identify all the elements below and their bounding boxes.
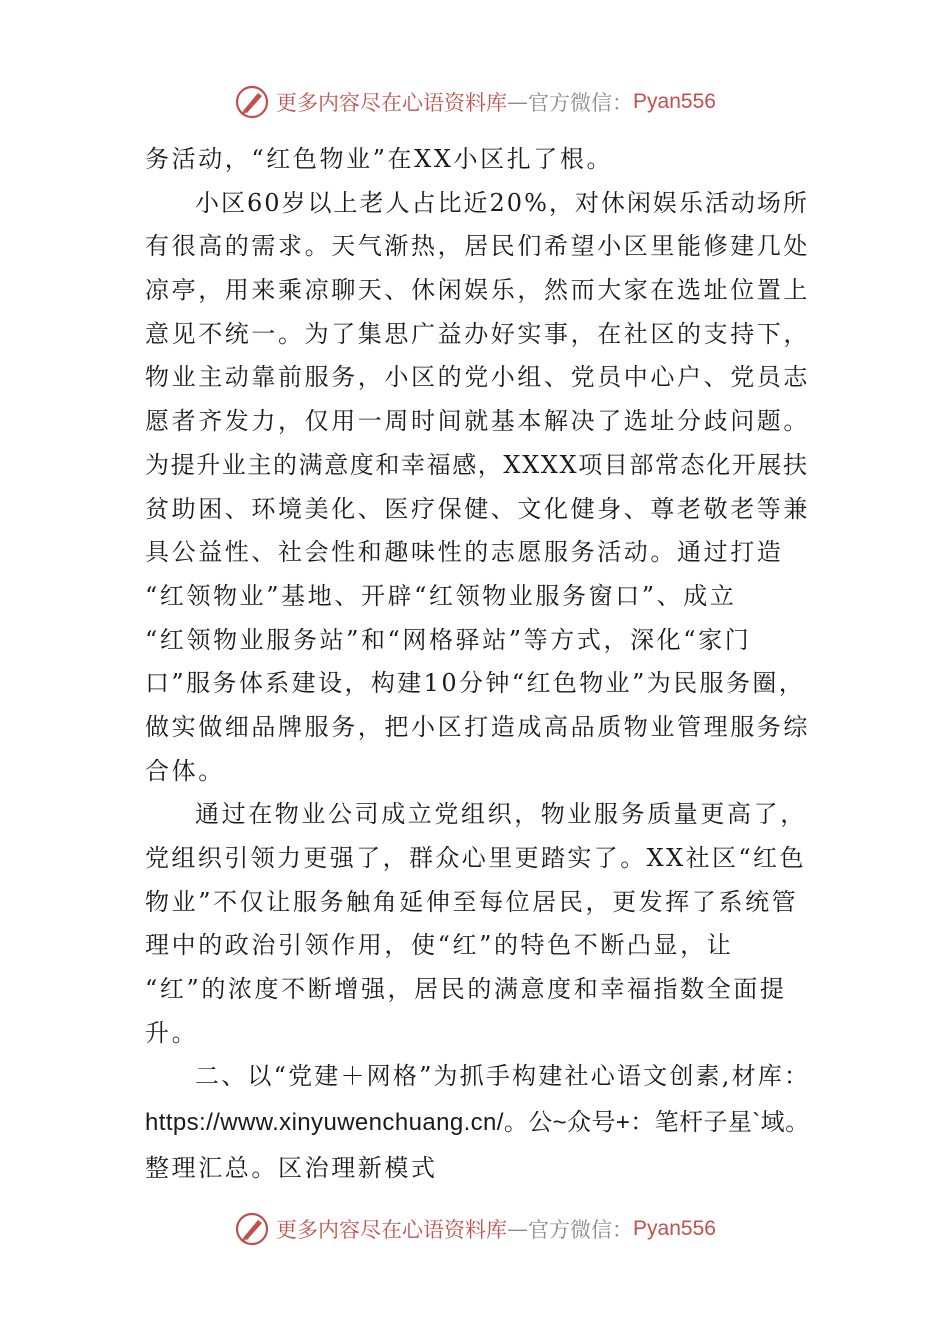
text-line: 合体。	[145, 756, 225, 785]
watermark-dash: —	[507, 1217, 529, 1241]
document-body	[145, 138, 810, 1191]
footer-watermark	[0, 1209, 950, 1249]
text-line: 整理汇总。区治理新模式	[145, 1154, 438, 1183]
text-line: 升。	[145, 1018, 199, 1047]
text-line: 贫助困、环境美化、医疗保健、文化健身、尊老敬老等兼	[145, 494, 810, 523]
text-line: 做实做细品牌服务，把小区打造成高品质物业管理服务综	[145, 712, 810, 741]
watermark-dash: —	[507, 90, 529, 114]
text-line: 愿者齐发力，仅用一周时间就基本解决了选址分歧问题。	[145, 407, 810, 436]
text-line: 小区60岁以上老人占比近20%，对休闲娱乐活动场所	[195, 188, 809, 217]
url-line: https://www.xinyuwenchuang.cn/。公~众号+：笔杆子星`域。	[145, 1109, 810, 1137]
text-line: 党组织引领力更强了，群众心里更踏实了。XX社区“红色	[145, 844, 806, 872]
text-line: 通过在物业公司成立党组织，物业服务质量更高了，	[195, 800, 807, 829]
watermark-wechat-id: Pyan556	[633, 1217, 716, 1240]
text-line: 口”服务体系建设，构建10分钟“红色物业”为民服务圈，	[145, 669, 806, 698]
text-line: “红领物业服务站”和“网格驿站”等方式，深化“家门	[145, 625, 752, 654]
watermark-wechat-id: Pyan556	[633, 90, 716, 113]
header-watermark	[0, 82, 950, 122]
watermark-site-text: 更多内容尽在心语资料库	[276, 91, 508, 115]
text-line: 意见不统一。为了集思广益办好实事，在社区的支持下，	[145, 319, 810, 348]
text-line: 具公益性、社会性和趣味性的志愿服务活动。通过打造	[145, 538, 784, 567]
pen-logo-icon	[234, 84, 270, 120]
text-line: “红领物业”基地、开辟“红领物业服务窗口”、成立	[145, 581, 737, 610]
watermark-wechat-label: 官方微信：	[528, 1218, 634, 1242]
text-line: 凉亭，用来乘凉聊天、休闲娱乐，然而大家在选址位置上	[145, 276, 810, 305]
text-line: 物业”不仅让服务触角延伸至每位居民，更发挥了系统管	[145, 887, 799, 916]
pen-logo-icon	[234, 1211, 270, 1247]
text-line: 物业主动靠前服务，小区的党小组、党员中心户、党员志	[145, 363, 810, 392]
text-line: 有很高的需求。天气渐热，居民们希望小区里能修建几处	[145, 232, 810, 261]
text-line: 务活动，“红色物业”在XX小区扎了根。	[145, 145, 614, 173]
text-line: 理中的政治引领作用，使“红”的特色不断凸显，让	[145, 931, 734, 960]
text-line: “红”的浓度不断增强，居民的满意度和幸福指数全面提	[145, 975, 787, 1004]
watermark-site-text: 更多内容尽在心语资料库	[276, 1218, 508, 1242]
section-heading: 二、以“党建＋网格”为抓手构建社心语文创素,材库：	[195, 1062, 811, 1091]
text-line: 为提升业主的满意度和幸福感，XXXX项目部常态化开展扶	[145, 450, 809, 479]
watermark-wechat-label: 官方微信：	[528, 91, 634, 115]
